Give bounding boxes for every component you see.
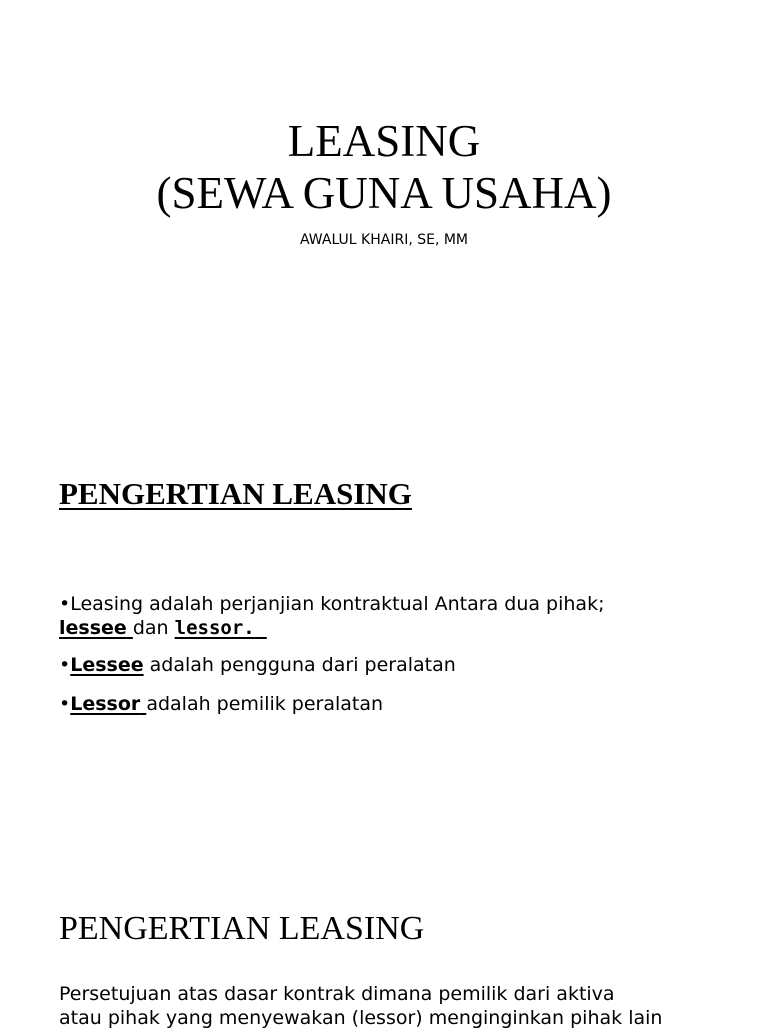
paragraph-line: atau pihak yang menyewakan (lessor) menginginkan pihak lain xyxy=(59,1007,663,1029)
title-slide xyxy=(0,0,768,400)
bullet-symbol: • xyxy=(59,654,71,676)
bullet-symbol: • xyxy=(59,693,71,715)
definition-paragraph xyxy=(59,982,699,1030)
term-lessor: Lessor xyxy=(70,693,141,715)
definition-slide xyxy=(0,420,768,860)
bullet-text: adalah pengguna dari peralatan xyxy=(149,654,456,676)
bullet-item xyxy=(59,692,739,716)
paragraph-line: Persetujuan atas dasar kontrak dimana pemilik dari aktiva xyxy=(59,983,615,1005)
bullet-symbol: • xyxy=(59,593,71,615)
term-lessee: Lessee xyxy=(70,654,144,676)
presentation-title: LEASING xyxy=(287,116,481,166)
presentation-title-subtitle: (SEWA GUNA USAHA) xyxy=(156,168,612,218)
underline-gap xyxy=(255,617,267,639)
term-lessee: lessee xyxy=(59,617,127,639)
slide-heading: PENGERTIAN LEASING xyxy=(59,910,425,947)
term-lessor: lessor. xyxy=(174,617,255,639)
bullet-connector: dan xyxy=(132,617,169,639)
bullet-item xyxy=(59,592,739,640)
bullet-text: adalah pemilik peralatan xyxy=(146,693,384,715)
definition-paragraph-slide xyxy=(0,880,768,1029)
bullet-text: Leasing adalah perjanjian kontraktual Antara dua pihak; xyxy=(70,593,605,615)
author-name: AWALUL KHAIRI, SE, MM xyxy=(299,232,469,248)
bullet-item xyxy=(59,653,739,677)
slide-heading: PENGERTIAN LEASING xyxy=(59,476,412,511)
